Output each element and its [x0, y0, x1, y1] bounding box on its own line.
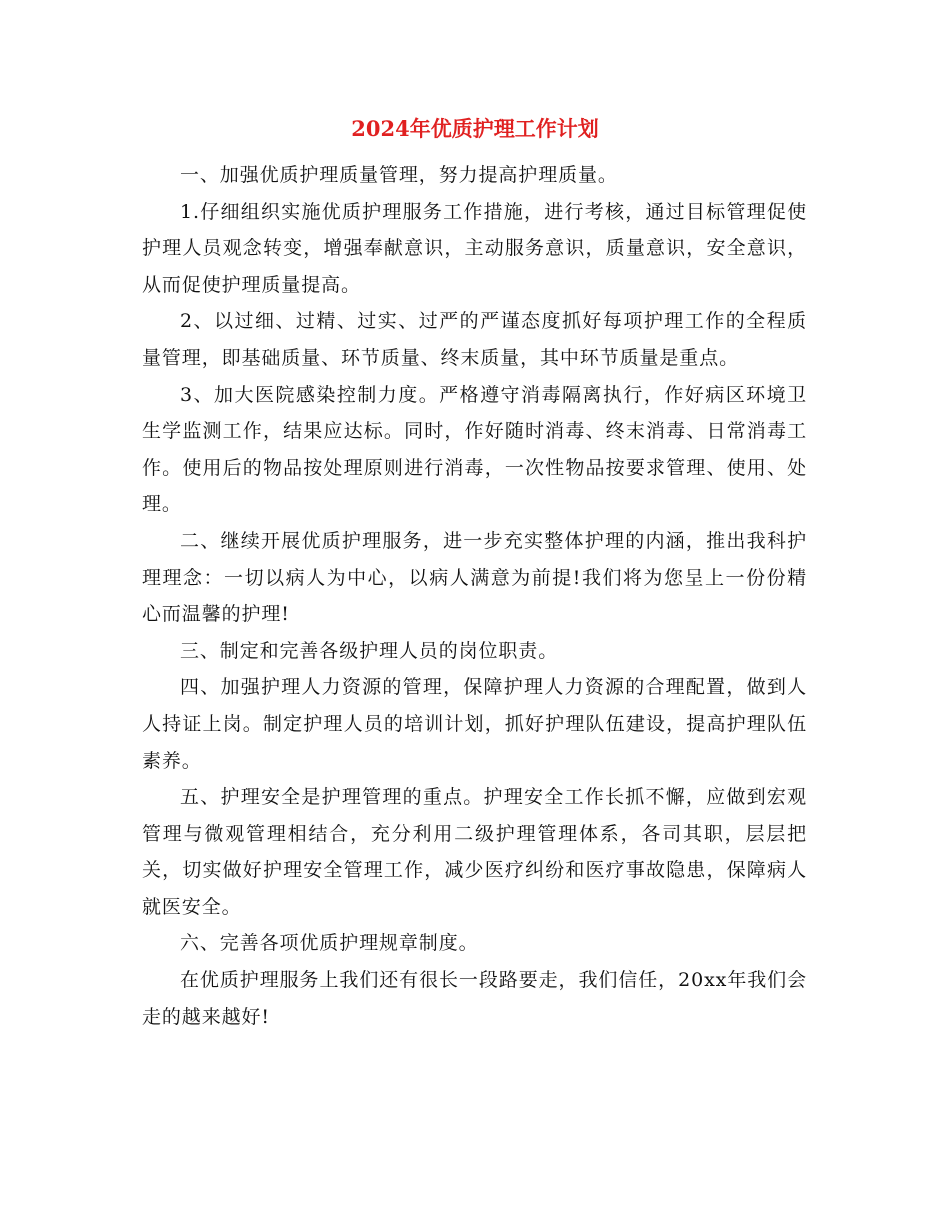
paragraph-item-3: 3、加大医院感染控制力度。严格遵守消毒隔离执行，作好病区环境卫生学监测工作，结果应达标。同时，作好随时消毒、终末消毒、日常消毒工作。使用后的物品按处理原则进行消毒，一次性物品按要求管理、使用、处理。: [142, 383, 807, 516]
paragraph-item-2: 2、以过细、过精、过实、过严的严谨态度抓好每项护理工作的全程质量管理，即基础质量、环节质量、终末质量，其中环节质量是重点。: [142, 310, 807, 369]
paragraph-section-5: 五、护理安全是护理管理的重点。护理安全工作长抓不懈，应做到宏观管理与微观管理相结合，充分利用二级护理管理体系，各司其职，层层把关，切实做好护理安全管理工作，减少医疗纠纷和医疗事故隐患，保障病人就医安全。: [142, 786, 807, 918]
paragraph-closing: 在优质护理服务上我们还有很长一段路要走，我们信任，20xx年我们会走的越来越好!: [142, 969, 807, 1028]
paragraph-section-3: 三、制定和完善各级护理人员的岗位职责。: [180, 639, 559, 662]
paragraph-section-2: 二、继续开展优质护理服务，进一步充实整体护理的内涵，推出我科护理理念：一切以病人为中心，以病人满意为前提!我们将为您呈上一份份精心而温馨的护理!: [142, 529, 807, 626]
paragraph-section-6: 六、完善各项优质护理规章制度。: [180, 932, 479, 955]
paragraph-section-4: 四、加强护理人力资源的管理，保障护理人力资源的合理配置，做到人人持证上岗。制定护理人员的培训计划，抓好护理队伍建设，提高护理队伍素养。: [142, 676, 807, 772]
document-title: 2024年优质护理工作计划: [351, 116, 599, 141]
document-body: [142, 157, 807, 1035]
paragraph-item-1: 1.仔细组织实施优质护理服务工作措施，进行考核，通过目标管理促使护理人员观念转变，增强奉献意识，主动服务意识，质量意识，安全意识，从而促使护理质量提高。: [142, 200, 807, 296]
paragraph-section-1: 一、加强优质护理质量管理，努力提高护理质量。: [180, 164, 618, 186]
